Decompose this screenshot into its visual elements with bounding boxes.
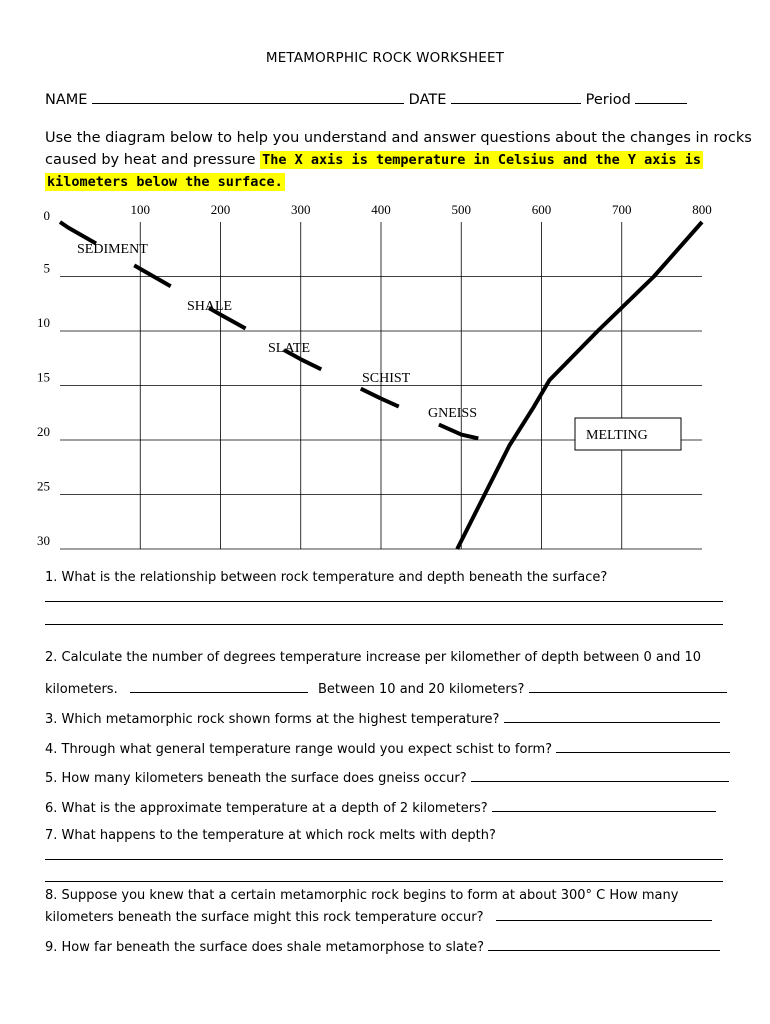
question-1: 1. What is the relationship between rock temperature and depth beneath the surface? xyxy=(45,570,608,585)
label-melting: MELTING xyxy=(586,428,648,443)
y-tick-label: 15 xyxy=(37,369,50,385)
answer-1a[interactable] xyxy=(45,591,723,602)
label-gneiss: GNEISS xyxy=(428,406,478,421)
answer-3[interactable] xyxy=(504,709,720,723)
y-tick-label: 0 xyxy=(43,208,50,223)
instructions-plain: caused by heat and pressure xyxy=(45,152,256,168)
x-tick-label: 300 xyxy=(291,202,311,217)
x-tick-label: 700 xyxy=(612,202,632,217)
answer-9[interactable] xyxy=(488,937,720,951)
answer-2b[interactable] xyxy=(529,679,727,693)
question-7: 7. What happens to the temperature at which rock melts with depth? xyxy=(45,828,496,843)
instructions-line-1: Use the diagram below to help you understand and answer questions about the changes in rocks xyxy=(45,130,752,146)
period-label: Period xyxy=(585,92,631,108)
x-tick-label: 500 xyxy=(451,202,471,217)
y-tick-label: 20 xyxy=(37,424,50,439)
question-9: 9. How far beneath the surface does shale metamorphose to slate? xyxy=(45,940,485,955)
label-schist: SCHIST xyxy=(362,371,411,386)
name-field[interactable] xyxy=(92,90,404,104)
question-9-row xyxy=(45,937,720,955)
question-8: 8. Suppose you knew that a certain metamorphic rock begins to form at about 300° C How many xyxy=(45,888,679,903)
y-tick-label: 25 xyxy=(37,478,50,494)
header-row xyxy=(45,90,687,108)
x-tick-label: 800 xyxy=(692,202,712,217)
question-3: 3. Which metamorphic rock shown forms at the highest temperature? xyxy=(45,712,500,727)
date-field[interactable] xyxy=(451,90,581,104)
answer-1b[interactable] xyxy=(45,614,723,625)
x-tick-label: 100 xyxy=(130,202,150,217)
answer-4[interactable] xyxy=(556,739,730,753)
instructions-highlight-1: The X axis is temperature in Celsius and the Y axis is xyxy=(262,152,702,168)
question-8-line2: kilometers beneath the surface might this rock temperature occur? xyxy=(45,910,484,925)
x-tick-label: 600 xyxy=(531,202,552,217)
question-4: 4. Through what general temperature range would you expect schist to form? xyxy=(45,742,553,757)
worksheet-title: METAMORPHIC ROCK WORKSHEET xyxy=(265,50,505,66)
name-label: NAME xyxy=(45,92,88,108)
period-field[interactable] xyxy=(635,90,687,104)
answer-7a[interactable] xyxy=(45,849,723,860)
y-tick-label: 30 xyxy=(37,533,50,548)
date-label: DATE xyxy=(408,92,447,108)
question-4-row xyxy=(45,739,730,757)
x-axis-ticks xyxy=(131,202,712,217)
label-slate: SLATE xyxy=(268,341,310,356)
temperature-depth-diagram xyxy=(0,190,770,565)
question-6-row xyxy=(45,798,716,816)
y-axis-ticks xyxy=(37,208,50,548)
answer-6[interactable] xyxy=(492,798,716,812)
question-5-row xyxy=(45,768,729,786)
label-sediment: SEDIMENT xyxy=(77,242,148,257)
answer-8[interactable] xyxy=(496,907,712,921)
question-5: 5. How many kilometers beneath the surface does gneiss occur? xyxy=(45,771,467,786)
question-8-row2 xyxy=(45,907,712,925)
annotations xyxy=(77,242,681,450)
question-2-between: Between 10 and 20 kilometers? xyxy=(318,682,525,697)
x-tick-label: 400 xyxy=(371,202,391,217)
question-2: 2. Calculate the number of degrees temperature increase per kilomether of depth between 0 and 10 xyxy=(45,650,702,665)
instructions-highlight-2: kilometers below the surface. xyxy=(47,174,283,190)
y-tick-label: 5 xyxy=(43,260,50,276)
x-tick-label: 200 xyxy=(210,202,231,217)
y-tick-label: 10 xyxy=(37,315,50,330)
answer-5[interactable] xyxy=(471,768,729,782)
label-shale: SHALE xyxy=(187,299,233,314)
question-2-line2 xyxy=(45,679,727,697)
instructions-line-3 xyxy=(45,174,285,190)
answer-7b[interactable] xyxy=(45,871,723,882)
answer-2a[interactable] xyxy=(130,679,308,693)
question-3-row xyxy=(45,709,720,727)
instructions-line-2 xyxy=(45,152,703,168)
question-6: 6. What is the approximate temperature at a depth of 2 kilometers? xyxy=(45,801,488,816)
question-2-kilometers: kilometers. xyxy=(45,682,118,697)
